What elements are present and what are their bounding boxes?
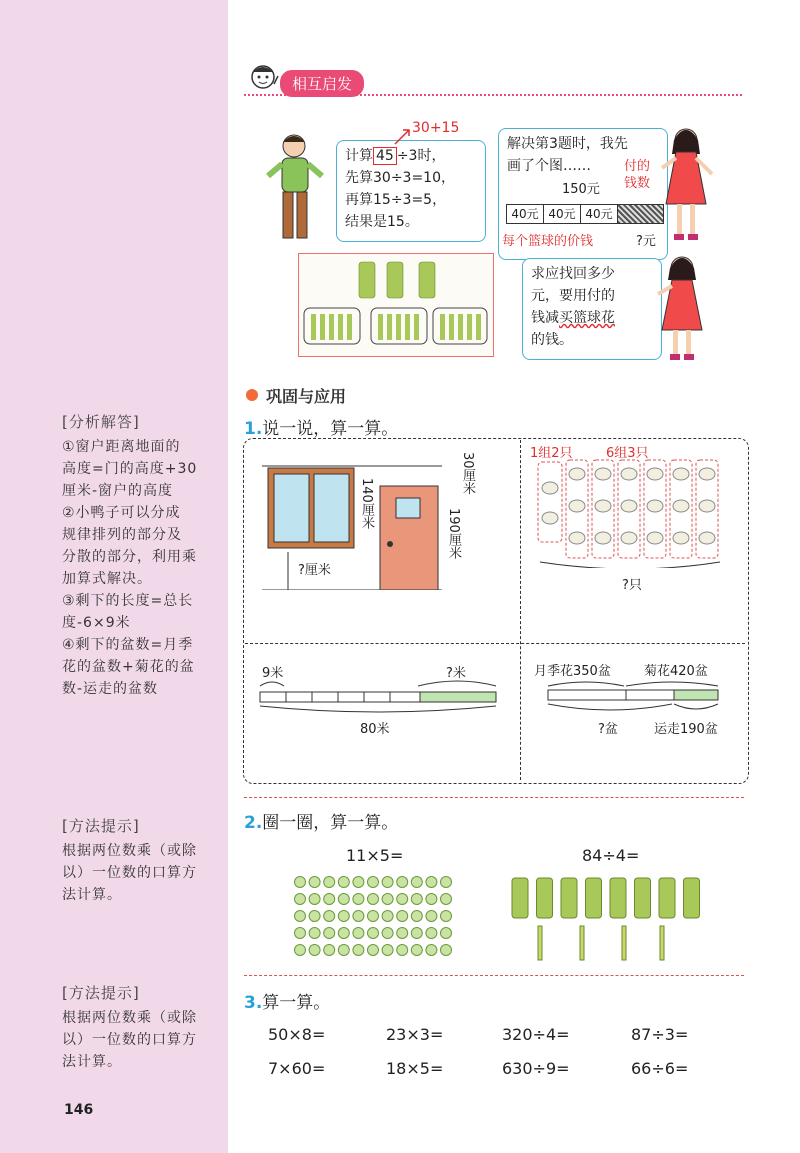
- rope-seg-label: 9米: [262, 666, 284, 681]
- unknown-change: ?元: [636, 234, 656, 249]
- dot: [382, 877, 393, 888]
- dot: [324, 928, 335, 939]
- q2-title: 2.圈一圈，算一算。: [244, 813, 399, 833]
- dot: [338, 877, 349, 888]
- sticks-illustration: [299, 254, 493, 356]
- dot: [441, 945, 452, 956]
- dot: [411, 877, 422, 888]
- q3-item: 87÷3=: [631, 1025, 689, 1044]
- q2-eq2: 84÷4=: [582, 846, 640, 865]
- dot: [426, 911, 437, 922]
- girl2-speech-bubble: 求应找回多少 元，要用付的 钱减买篮球花 的钱。: [522, 258, 662, 360]
- stick-bundle: [537, 878, 553, 918]
- panel-divider-v: [520, 440, 521, 780]
- flower-unknown: ?盆: [598, 722, 618, 737]
- dot: [295, 911, 306, 922]
- boy-speech-bubble: 计算 45 ÷3时， 先算30÷3=10， 再算15÷3=5， 结果是15。: [336, 140, 486, 242]
- dot: [426, 894, 437, 905]
- dot: [397, 911, 408, 922]
- stick-bundle: [512, 878, 528, 918]
- chrys-label: 菊花420盆: [644, 664, 708, 679]
- dot: [397, 894, 408, 905]
- q3-item: 50×8=: [268, 1025, 326, 1044]
- dot: [426, 945, 437, 956]
- bundles-sticks: [508, 876, 708, 970]
- dot: [324, 945, 335, 956]
- dot: [309, 894, 320, 905]
- dot: [353, 877, 364, 888]
- stick-bundle: [635, 878, 651, 918]
- dot: [441, 894, 452, 905]
- dot: [368, 894, 379, 905]
- change-segment: [618, 205, 663, 223]
- divider-q2: [244, 797, 744, 798]
- section-bullet-icon: [246, 389, 258, 401]
- label-190cm: 190厘米: [446, 508, 461, 559]
- dot: [324, 894, 335, 905]
- duck-group1-label: 1组2只: [530, 446, 573, 461]
- girl-figure: [658, 124, 718, 252]
- dot: [295, 877, 306, 888]
- q1-title: 1.说一说，算一算。: [244, 419, 399, 439]
- dot: [368, 945, 379, 956]
- ducks-illustration: [536, 458, 736, 572]
- rope-unknown: ?米: [446, 666, 466, 681]
- girl2-figure: [654, 252, 714, 368]
- dot: [368, 877, 379, 888]
- dot: [353, 894, 364, 905]
- stick-bundle: [586, 878, 602, 918]
- analysis-text: ①窗户距离地面的 高度=门的高度+30 厘米-窗户的高度 ②小鸭子可以分成 规律排列的部分及 分散的部分，利用乘 加算式解决。 ③剩下的长度=总长 度-6×9米 ④剩下的盆数=月季 花的盆数+菊花的盆 数-运走的盆数: [62, 439, 198, 697]
- dot: [353, 945, 364, 956]
- page-number: 146: [64, 1102, 94, 1118]
- dot: [309, 928, 320, 939]
- dot: [411, 945, 422, 956]
- unit-price-label: 每个篮球的价钱: [502, 234, 594, 249]
- rope-diagram: [258, 678, 498, 722]
- dots-grid: [292, 874, 456, 964]
- single-stick: [622, 926, 626, 960]
- method-tag-1: [方法提示]: [62, 817, 140, 835]
- method-tag-2: [方法提示]: [62, 984, 140, 1002]
- duck-group6-label: 6组3只: [606, 446, 649, 461]
- q3-item: 7×60=: [268, 1059, 326, 1078]
- dot: [411, 911, 422, 922]
- dot: [441, 877, 452, 888]
- rose-label: 月季花350盆: [534, 664, 611, 679]
- dot: [295, 945, 306, 956]
- label-140cm: 140厘米: [359, 478, 374, 529]
- single-stick: [660, 926, 664, 960]
- dot: [309, 877, 320, 888]
- label-30cm: 30厘米: [460, 452, 475, 495]
- dot: [397, 928, 408, 939]
- q3-item: 18×5=: [386, 1059, 444, 1078]
- dot: [382, 911, 393, 922]
- dot: [411, 894, 422, 905]
- unknown-ducks: ?只: [622, 578, 642, 593]
- dot: [368, 928, 379, 939]
- analysis-tag: [分析解答]: [62, 413, 140, 431]
- dot: [353, 911, 364, 922]
- boy-figure: [264, 130, 328, 254]
- rope-total: 80米: [360, 722, 390, 737]
- q3-item: 23×3=: [386, 1025, 444, 1044]
- arrow-icon: [393, 126, 413, 150]
- section-title: 巩固与应用: [266, 387, 347, 406]
- flower-moved: 运走190盆: [654, 722, 718, 737]
- boxed-number: 45: [373, 147, 397, 165]
- dot: [338, 928, 349, 939]
- stick-bundle: [684, 878, 700, 918]
- dot: [397, 877, 408, 888]
- dot: [338, 911, 349, 922]
- dot: [309, 911, 320, 922]
- bundles-box: [298, 253, 494, 357]
- unknown-cm: ?厘米: [298, 563, 331, 578]
- stick-bundle: [610, 878, 626, 918]
- header-title: 相互启发: [280, 70, 364, 97]
- single-stick: [538, 926, 542, 960]
- price-bar: 40元 40元 40元: [506, 204, 664, 224]
- dot: [441, 928, 452, 939]
- dot: [426, 928, 437, 939]
- panel-divider-h: [245, 643, 745, 644]
- dot: [324, 911, 335, 922]
- total-label: 150元: [562, 182, 600, 197]
- q2-eq1: 11×5=: [346, 846, 404, 865]
- stick-bundle: [561, 878, 577, 918]
- dot: [382, 945, 393, 956]
- stick-bundle: [659, 878, 675, 918]
- method-text-1: 根据两位数乘（或除 以）一位数的口算方 法计算。: [62, 843, 197, 903]
- dot: [382, 928, 393, 939]
- dot: [324, 877, 335, 888]
- q3-item: 66÷6=: [631, 1059, 689, 1078]
- girl-speech-bubble: 解决第3题时，我先 画了个图……: [498, 128, 668, 260]
- divider-q3: [244, 975, 744, 976]
- dot: [295, 928, 306, 939]
- split-annotation: 30+15: [412, 120, 460, 136]
- flower-diagram: [546, 678, 726, 722]
- q3-item: 630÷9=: [502, 1059, 570, 1078]
- header-divider: [244, 94, 742, 96]
- dot: [353, 928, 364, 939]
- dot: [338, 945, 349, 956]
- q3-item: 320÷4=: [502, 1025, 570, 1044]
- dot: [309, 945, 320, 956]
- single-stick: [580, 926, 584, 960]
- dot: [441, 911, 452, 922]
- dot: [382, 894, 393, 905]
- dot: [397, 945, 408, 956]
- q3-title: 3.算一算。: [244, 993, 331, 1013]
- dot: [338, 894, 349, 905]
- paid-label: 付的 钱数: [624, 159, 651, 191]
- dot: [368, 911, 379, 922]
- dot: [426, 877, 437, 888]
- window-door-illustration: [262, 460, 442, 594]
- dot: [295, 894, 306, 905]
- method-text-2: 根据两位数乘（或除 以）一位数的口算方 法计算。: [62, 1010, 197, 1070]
- dot: [411, 928, 422, 939]
